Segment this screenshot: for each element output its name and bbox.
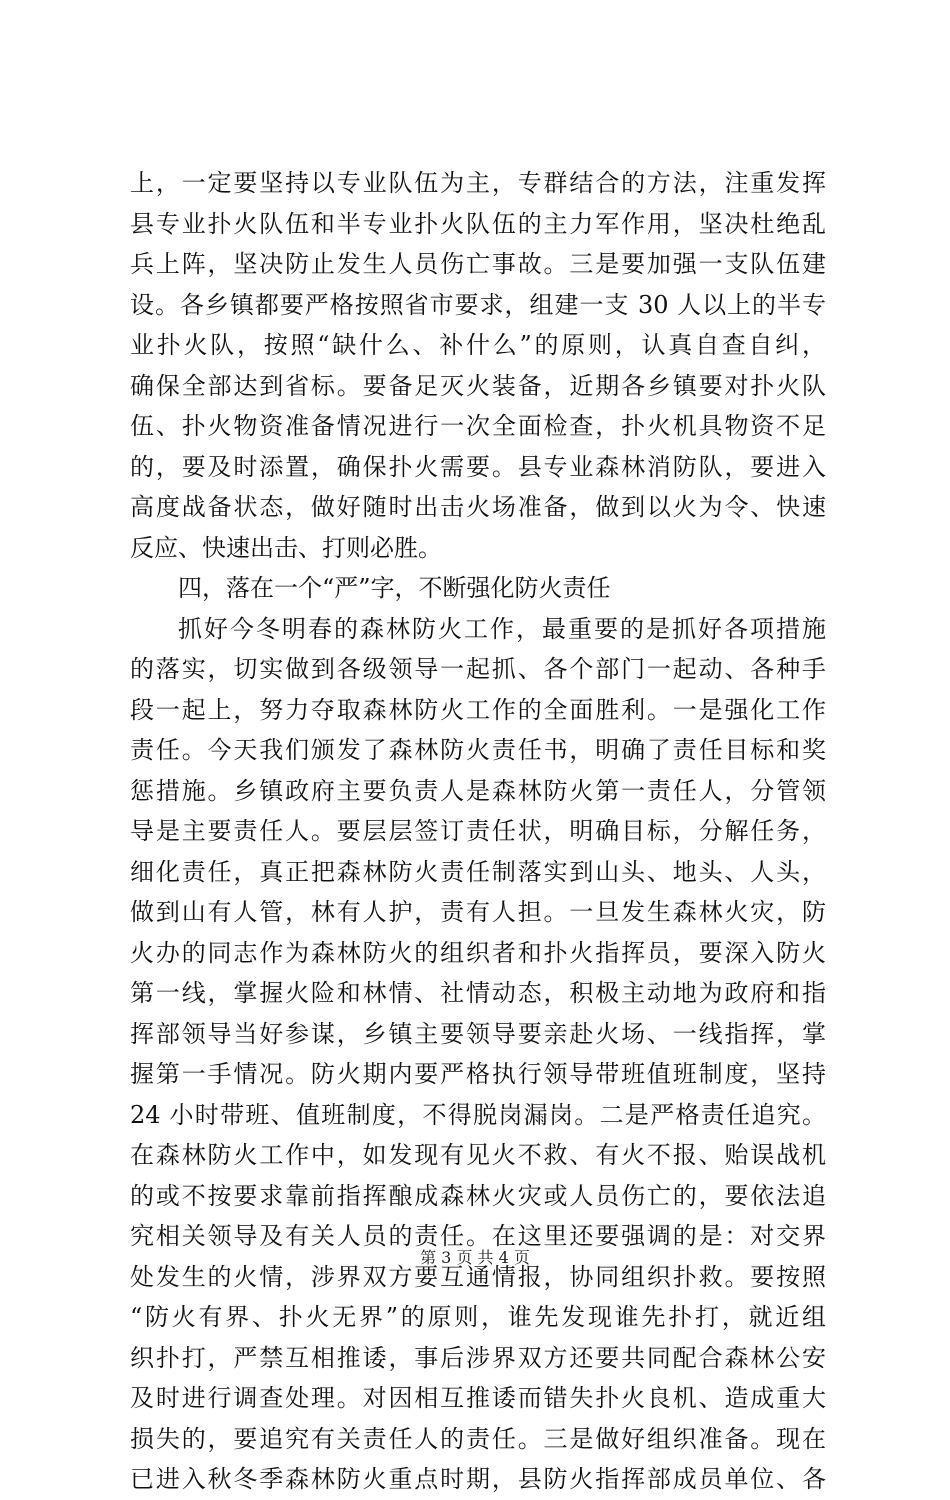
section-heading: 四，落在一个“严”字，不断强化防火责任 [178, 574, 611, 602]
text-line: 火办的同志作为森林防火的组织者和扑火指挥员，要深入防火 [130, 938, 826, 967]
text-line: 已进入秋冬季森林防火重点时期，县防火指挥部成员单位、各 [130, 1465, 826, 1493]
text-line: 业扑火队，按照“缺什么、补什么”的原则，认真自查自纠， [130, 331, 826, 359]
text-line: 在森林防火工作中，如发现有见火不救、有火不报、贻误战机 [130, 1141, 826, 1169]
text-line: 24 小时带班、值班制度，不得脱岗漏岗。二是严格责任追究。 [130, 1100, 826, 1129]
text-line: 及时进行调查处理。对因相互推诿而错失扑火良机、造成重大 [130, 1384, 826, 1412]
paragraph-first-line: 抓好今冬明春的森林防火工作，最重要的是抓好各项措施 [178, 614, 826, 643]
text-line: 损失的，要追究有关责任人的责任。三是做好组织准备。现在 [130, 1424, 826, 1453]
text-line: 的，要及时添置，确保扑火需要。县专业森林消防队，要进入 [130, 452, 826, 481]
text-line: 上，一定要坚持以专业队伍为主，专群结合的方法，注重发挥 [130, 169, 826, 197]
text-line: 设。各乡镇都要严格按照省市要求，组建一支 30 人以上的半专 [130, 290, 826, 319]
text-line: 确保全部达到省标。要备足灭火装备，近期各乡镇要对扑火队 [130, 371, 826, 400]
text-line: 做到山有人管，林有人护，责有人担。一旦发生森林火灾，防 [130, 898, 826, 926]
text-line: 究相关领导及有关人员的责任。在这里还要强调的是：对交界 [130, 1222, 826, 1250]
text-line: 兵上阵，坚决防止发生人员伤亡事故。三是要加强一支队伍建 [130, 250, 826, 278]
text-line: 处发生的火情，涉界双方要互通情报，协同组织扑救。要按照 [130, 1262, 826, 1291]
page-number-footer: 第 3 页 共 4 页 [420, 1248, 530, 1267]
text-line: 握第一手情况。防火期内要严格执行领导带班值班制度，坚持 [130, 1060, 826, 1088]
text-line: 责任。今天我们颁发了森林防火责任书，明确了责任目标和奖 [130, 736, 826, 764]
body-text [130, 163, 826, 1500]
text-line: 的落实，切实做到各级领导一起抓、各个部门一起动、各种手 [130, 655, 826, 683]
text-line: 导是主要责任人。要层层签订责任状，明确目标，分解任务， [130, 817, 826, 845]
text-line: 细化责任，真正把森林防火责任制落实到山头、地头、人头， [130, 857, 826, 886]
text-line: 惩措施。乡镇政府主要负责人是森林防火第一责任人，分管领 [130, 776, 826, 805]
text-line: 高度战备状态，做好随时出击火场准备，做到以火为令、快速 [130, 493, 826, 521]
text-line: “防火有界、扑火无界”的原则，谁先发现谁先扑打，就近组 [130, 1303, 826, 1331]
text-line: 伍、扑火物资准备情况进行一次全面检查，扑火机具物资不足 [130, 412, 826, 440]
text-line: 段一起上，努力夺取森林防火工作的全面胜利。一是强化工作 [130, 695, 826, 724]
text-line: 的或不按要求靠前指挥酿成森林火灾或人员伤亡的，要依法追 [130, 1181, 826, 1210]
text-line: 第一线，掌握火险和林情、社情动态，积极主动地为政府和指 [130, 979, 826, 1007]
text-line: 织扑打，严禁互相推诿，事后涉界双方还要共同配合森林公安 [130, 1343, 826, 1372]
text-line: 县专业扑火队伍和半专业扑火队伍的主力军作用，坚决杜绝乱 [130, 209, 826, 238]
text-line: 反应、快速出击、打则必胜。 [130, 533, 442, 562]
text-line: 挥部领导当好参谋，乡镇主要领导要亲赴火场、一线指挥，掌 [130, 1019, 826, 1048]
